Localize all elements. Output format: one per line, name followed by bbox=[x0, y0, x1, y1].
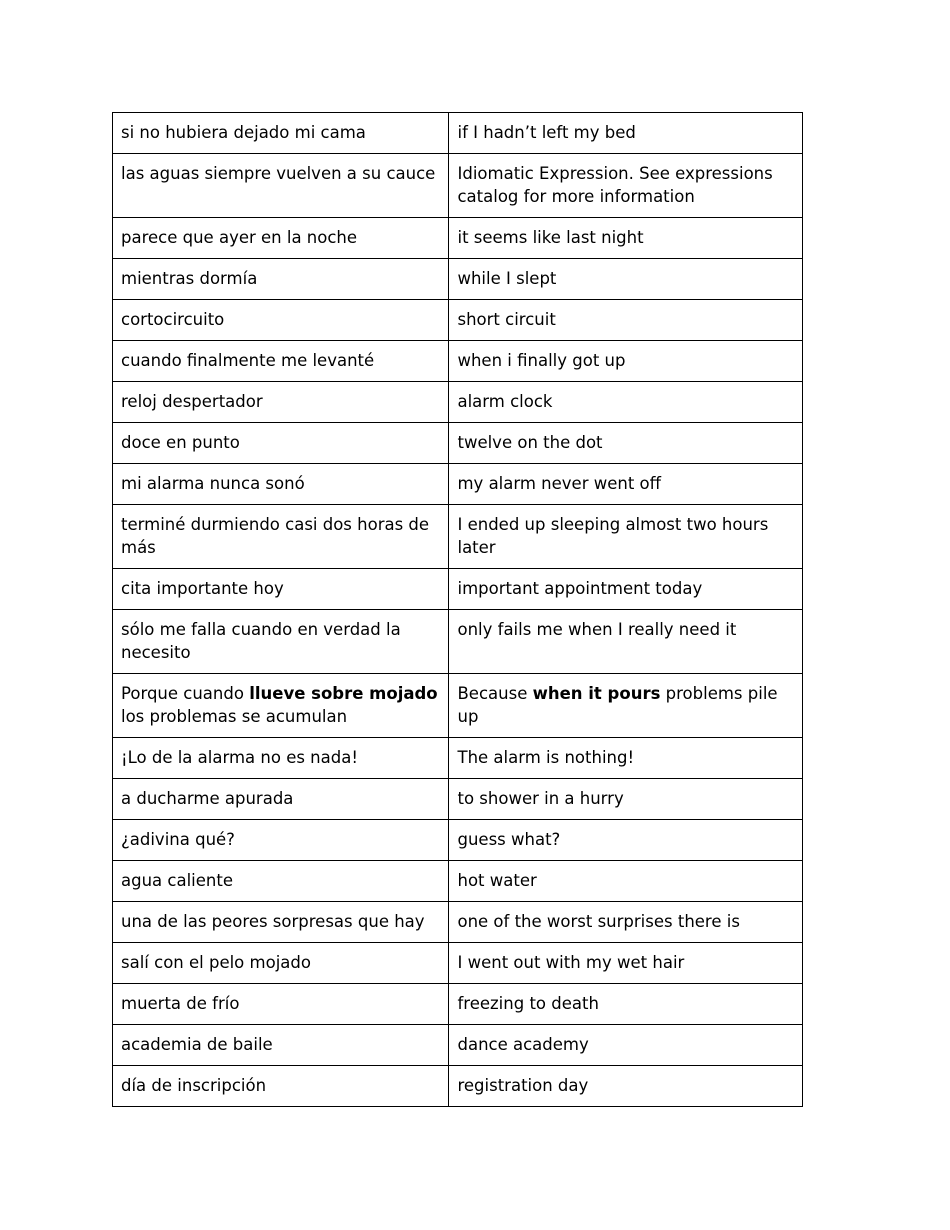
english-cell bbox=[449, 610, 803, 674]
cell-text: problems pile up bbox=[457, 684, 778, 726]
table-row bbox=[113, 610, 803, 674]
spanish-cell bbox=[113, 154, 449, 218]
spanish-cell bbox=[113, 423, 449, 464]
english-cell bbox=[449, 505, 803, 569]
cell-text: Because bbox=[457, 684, 533, 703]
table-row bbox=[113, 464, 803, 505]
table-row bbox=[113, 423, 803, 464]
english-cell bbox=[449, 341, 803, 382]
spanish-cell bbox=[113, 738, 449, 779]
table-row bbox=[113, 505, 803, 569]
cell-text: terminé durmiendo casi dos horas de más bbox=[121, 515, 430, 557]
cell-text: twelve on the dot bbox=[457, 433, 603, 452]
cell-text: only fails me when I really need it bbox=[457, 620, 737, 639]
english-cell bbox=[449, 861, 803, 902]
english-cell bbox=[449, 423, 803, 464]
spanish-cell bbox=[113, 943, 449, 984]
english-cell bbox=[449, 820, 803, 861]
table-row bbox=[113, 902, 803, 943]
english-cell bbox=[449, 943, 803, 984]
table-row bbox=[113, 300, 803, 341]
spanish-cell bbox=[113, 984, 449, 1025]
cell-text: los problemas se acumulan bbox=[121, 707, 348, 726]
table-row bbox=[113, 984, 803, 1025]
spanish-cell bbox=[113, 382, 449, 423]
english-cell bbox=[449, 382, 803, 423]
cell-text: sólo me falla cuando en verdad la necesito bbox=[121, 620, 401, 662]
spanish-cell bbox=[113, 505, 449, 569]
cell-text: important appointment today bbox=[457, 579, 703, 598]
cell-text: dance academy bbox=[457, 1035, 589, 1054]
cell-text: one of the worst surprises there is bbox=[457, 912, 740, 931]
table-row bbox=[113, 1025, 803, 1066]
cell-text: muerta de frío bbox=[121, 994, 240, 1013]
spanish-cell bbox=[113, 464, 449, 505]
spanish-cell bbox=[113, 341, 449, 382]
table-row bbox=[113, 820, 803, 861]
spanish-cell bbox=[113, 820, 449, 861]
cell-text: I ended up sleeping almost two hours later bbox=[457, 515, 769, 557]
cell-text: ¡Lo de la alarma no es nada! bbox=[121, 748, 358, 767]
cell-text: una de las peores sorpresas que hay bbox=[121, 912, 425, 931]
english-cell bbox=[449, 738, 803, 779]
cell-text: alarm clock bbox=[457, 392, 553, 411]
cell-text: my alarm never went off bbox=[457, 474, 662, 493]
cell-text: si no hubiera dejado mi cama bbox=[121, 123, 366, 142]
bold-text: when it pours bbox=[532, 684, 661, 703]
cell-text: a ducharme apurada bbox=[121, 789, 294, 808]
cell-text: ¿adivina qué? bbox=[121, 830, 235, 849]
spanish-cell bbox=[113, 674, 449, 738]
english-cell bbox=[449, 154, 803, 218]
spanish-cell bbox=[113, 610, 449, 674]
cell-text: mientras dormía bbox=[121, 269, 258, 288]
cell-text: las aguas siempre vuelven a su cauce bbox=[121, 164, 436, 183]
english-cell bbox=[449, 1066, 803, 1107]
cell-text: academia de baile bbox=[121, 1035, 273, 1054]
cell-text: The alarm is nothing! bbox=[457, 748, 635, 767]
spanish-cell bbox=[113, 300, 449, 341]
spanish-cell bbox=[113, 902, 449, 943]
cell-text: I went out with my wet hair bbox=[457, 953, 685, 972]
spanish-cell bbox=[113, 259, 449, 300]
table-row bbox=[113, 1066, 803, 1107]
vocabulary-table bbox=[112, 112, 803, 1107]
cell-text: to shower in a hurry bbox=[457, 789, 624, 808]
table-row bbox=[113, 341, 803, 382]
cell-text: cortocircuito bbox=[121, 310, 225, 329]
english-cell bbox=[449, 902, 803, 943]
cell-text: mi alarma nunca sonó bbox=[121, 474, 305, 493]
cell-text: doce en punto bbox=[121, 433, 240, 452]
spanish-cell bbox=[113, 569, 449, 610]
english-cell bbox=[449, 984, 803, 1025]
cell-text: when i finally got up bbox=[457, 351, 626, 370]
cell-text: salí con el pelo mojado bbox=[121, 953, 311, 972]
cell-text: if I hadn’t left my bed bbox=[457, 123, 636, 142]
cell-text: guess what? bbox=[457, 830, 561, 849]
cell-text: cita importante hoy bbox=[121, 579, 284, 598]
english-cell bbox=[449, 569, 803, 610]
spanish-cell bbox=[113, 861, 449, 902]
table-row bbox=[113, 382, 803, 423]
cell-text: hot water bbox=[457, 871, 537, 890]
english-cell bbox=[449, 779, 803, 820]
spanish-cell bbox=[113, 113, 449, 154]
table-row bbox=[113, 259, 803, 300]
spanish-cell bbox=[113, 1025, 449, 1066]
cell-text: registration day bbox=[457, 1076, 589, 1095]
table-row bbox=[113, 674, 803, 738]
cell-text: reloj despertador bbox=[121, 392, 263, 411]
cell-text: it seems like last night bbox=[457, 228, 644, 247]
english-cell bbox=[449, 218, 803, 259]
cell-text: short circuit bbox=[457, 310, 556, 329]
cell-text: agua caliente bbox=[121, 871, 233, 890]
cell-text: cuando finalmente me levanté bbox=[121, 351, 375, 370]
cell-text: parece que ayer en la noche bbox=[121, 228, 358, 247]
english-cell bbox=[449, 259, 803, 300]
table-row bbox=[113, 569, 803, 610]
cell-text: Idiomatic Expression. See expressions catalog for more information bbox=[457, 164, 773, 206]
vocabulary-table-body bbox=[113, 113, 803, 1107]
english-cell bbox=[449, 300, 803, 341]
spanish-cell bbox=[113, 779, 449, 820]
table-row bbox=[113, 738, 803, 779]
english-cell bbox=[449, 464, 803, 505]
table-row bbox=[113, 218, 803, 259]
cell-text: día de inscripción bbox=[121, 1076, 267, 1095]
english-cell bbox=[449, 674, 803, 738]
spanish-cell bbox=[113, 1066, 449, 1107]
table-row bbox=[113, 154, 803, 218]
spanish-cell bbox=[113, 218, 449, 259]
table-row bbox=[113, 779, 803, 820]
table-row bbox=[113, 861, 803, 902]
table-row bbox=[113, 943, 803, 984]
cell-text: while I slept bbox=[457, 269, 557, 288]
english-cell bbox=[449, 113, 803, 154]
cell-text: Porque cuando bbox=[121, 684, 250, 703]
table-row bbox=[113, 113, 803, 154]
english-cell bbox=[449, 1025, 803, 1066]
cell-text: freezing to death bbox=[457, 994, 599, 1013]
bold-text: llueve sobre mojado bbox=[249, 684, 438, 703]
